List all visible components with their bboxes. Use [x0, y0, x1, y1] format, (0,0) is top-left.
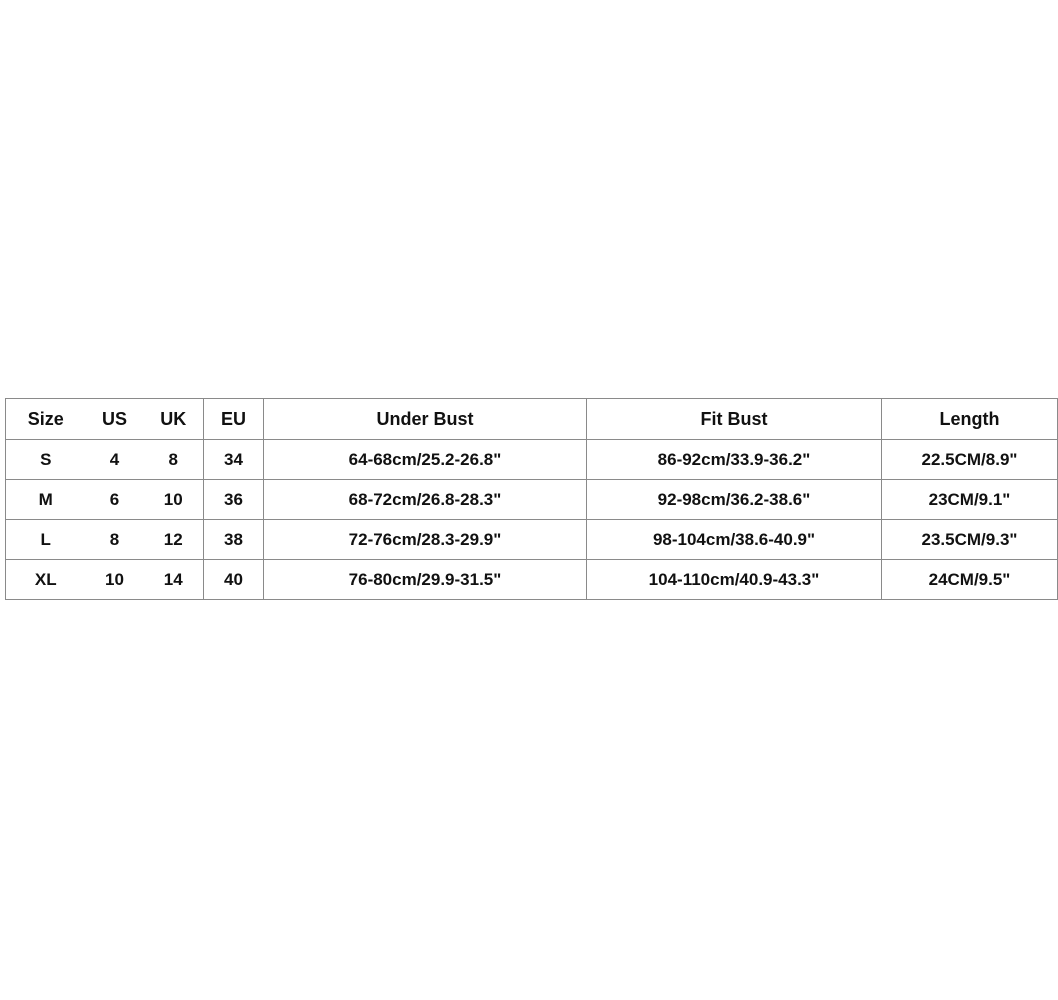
table-row — [6, 560, 1058, 600]
cell-length: 24CM/9.5" — [882, 560, 1058, 600]
cell-length: 22.5CM/8.9" — [882, 440, 1058, 480]
cell-us: 6 — [86, 480, 144, 520]
header-us: US — [86, 399, 144, 440]
cell-under-bust: 68-72cm/26.8-28.3" — [264, 480, 587, 520]
cell-eu: 36 — [204, 480, 264, 520]
header-length: Length — [882, 399, 1058, 440]
table-header-row — [6, 399, 1058, 440]
cell-us: 10 — [86, 560, 144, 600]
cell-us: 8 — [86, 520, 144, 560]
table-row — [6, 480, 1058, 520]
header-fit-bust: Fit Bust — [587, 399, 882, 440]
cell-under-bust: 64-68cm/25.2-26.8" — [264, 440, 587, 480]
header-eu: EU — [204, 399, 264, 440]
cell-size: L — [6, 520, 86, 560]
table-row — [6, 440, 1058, 480]
cell-length: 23CM/9.1" — [882, 480, 1058, 520]
cell-uk: 14 — [144, 560, 204, 600]
header-size: Size — [6, 399, 86, 440]
cell-size: M — [6, 480, 86, 520]
cell-eu: 34 — [204, 440, 264, 480]
cell-us: 4 — [86, 440, 144, 480]
table-row — [6, 520, 1058, 560]
cell-fit-bust: 86-92cm/33.9-36.2" — [587, 440, 882, 480]
cell-under-bust: 76-80cm/29.9-31.5" — [264, 560, 587, 600]
cell-size: S — [6, 440, 86, 480]
header-uk: UK — [144, 399, 204, 440]
cell-uk: 10 — [144, 480, 204, 520]
cell-eu: 40 — [204, 560, 264, 600]
cell-size: XL — [6, 560, 86, 600]
size-chart-table — [5, 398, 1058, 600]
cell-fit-bust: 104-110cm/40.9-43.3" — [587, 560, 882, 600]
cell-uk: 12 — [144, 520, 204, 560]
header-under-bust: Under Bust — [264, 399, 587, 440]
cell-fit-bust: 98-104cm/38.6-40.9" — [587, 520, 882, 560]
cell-fit-bust: 92-98cm/36.2-38.6" — [587, 480, 882, 520]
cell-length: 23.5CM/9.3" — [882, 520, 1058, 560]
cell-uk: 8 — [144, 440, 204, 480]
cell-eu: 38 — [204, 520, 264, 560]
cell-under-bust: 72-76cm/28.3-29.9" — [264, 520, 587, 560]
